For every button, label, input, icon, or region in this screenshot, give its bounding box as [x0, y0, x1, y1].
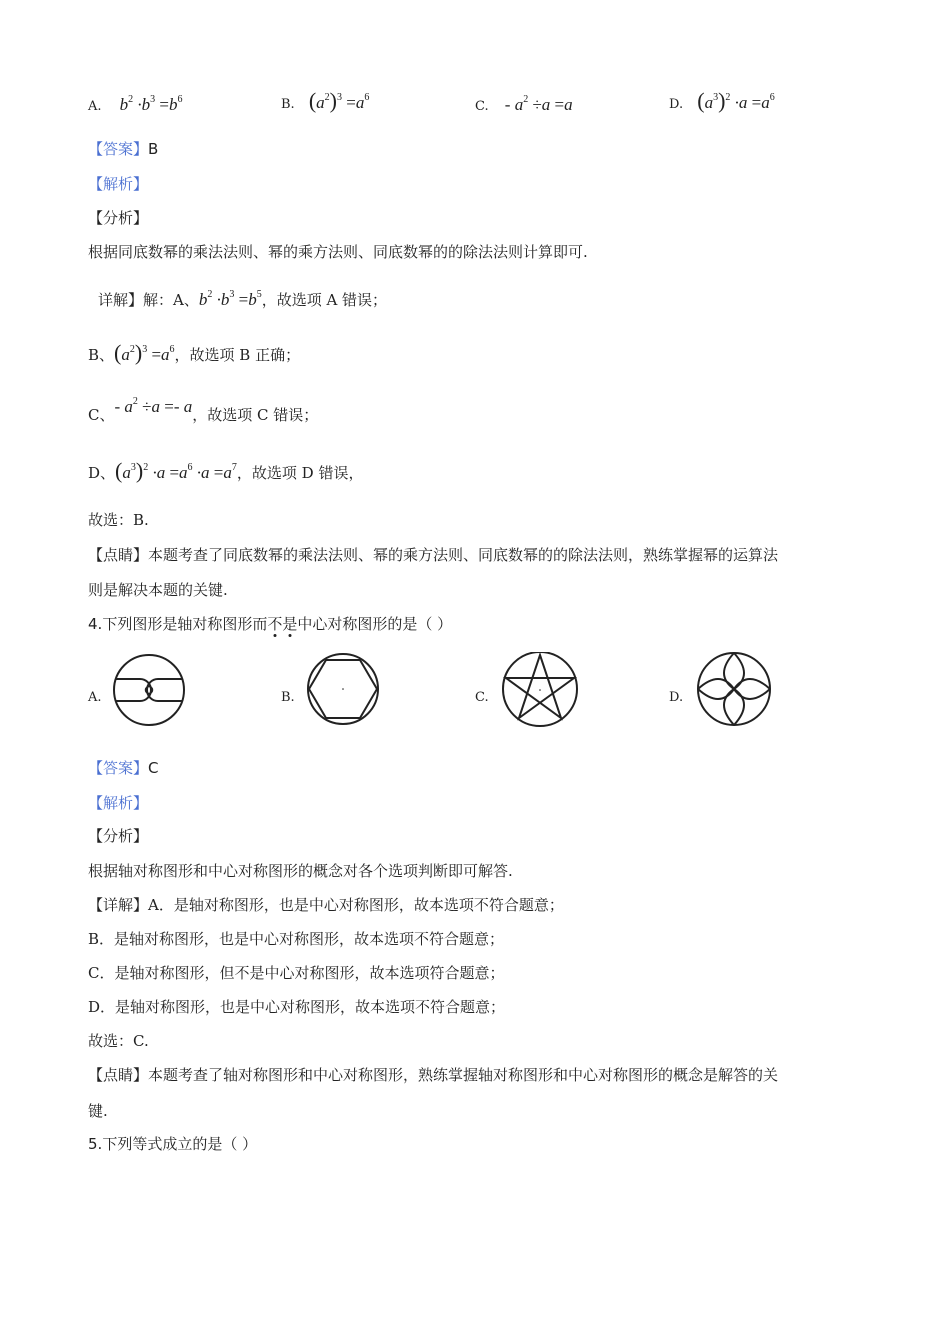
- answer-tag: 【答案】: [88, 759, 149, 777]
- math-expression: - $a^2 \div a =a$: [504, 94, 573, 114]
- q4-choose: 故选：C.: [88, 1032, 149, 1050]
- option-label: D.: [669, 97, 684, 112]
- q4-label-c: C.: [475, 690, 489, 705]
- q3-detail-b: [88, 340, 300, 365]
- figure-d-four-petal-circle: [694, 650, 774, 728]
- q4-detail-line: C．是轴对称图形，但不是中心对称图形，故本选项符合题意；: [88, 964, 505, 982]
- q4-label-b: B.: [281, 690, 295, 705]
- q3-option-c: [475, 94, 573, 115]
- q3-detail-d: [88, 458, 363, 483]
- q3-option-a: [88, 94, 183, 115]
- detail-prefix: D、: [88, 464, 116, 482]
- q3-detail-a: [98, 285, 387, 310]
- q4-stem: [88, 614, 452, 634]
- q3-option-d: [669, 88, 775, 114]
- detail-suffix: ，故选项 B 正确；: [174, 346, 301, 364]
- math-expression: - $a^2 \div a =- a$: [114, 396, 193, 416]
- detail-suffix: ，故选项 C 错误；: [192, 406, 319, 424]
- math-expression: $(a^2)^3 =a^6$: [114, 340, 175, 365]
- math-expression: $(a^2)^3 =a^6$: [308, 88, 370, 113]
- math-expression: $b^2 \cdot b^3 =b^5$: [198, 289, 262, 309]
- q3-analysis-tag: 【解析】: [88, 175, 149, 193]
- q4-detail-line: 【详解】A．是轴对称图形，也是中心对称图形，故本选项不符合题意；: [88, 896, 564, 914]
- emphasis-char: 不: [267, 615, 283, 633]
- q3-choose: 故选：B.: [88, 511, 149, 529]
- option-label: A.: [88, 99, 102, 114]
- q3-detail-c: [88, 396, 319, 425]
- q3-comment-line2: 则是解决本题的关键.: [88, 581, 228, 599]
- q4-fenxi-text: 根据轴对称图形和中心对称图形的概念对各个选项判断即可解答.: [88, 862, 513, 880]
- q4-label-d: D.: [669, 690, 684, 705]
- option-label: C.: [475, 99, 489, 114]
- q4-detail-line: B．是轴对称图形，也是中心对称图形，故本选项不符合题意；: [88, 930, 505, 948]
- math-expression: $b^2 \cdot b^3 =b^6$: [119, 94, 183, 114]
- detail-suffix: ，故选项 A 错误；: [261, 291, 388, 309]
- q3-answer: [88, 139, 158, 159]
- q4-label-a: A.: [88, 690, 102, 705]
- q4-detail-line: D．是轴对称图形，也是中心对称图形，故本选项不符合题意；: [88, 998, 506, 1016]
- question-number: 4.: [88, 615, 103, 633]
- figure-b-hexagon-in-circle: [304, 652, 384, 728]
- detail-suffix: ，故选项 D 错误，: [236, 464, 364, 482]
- q4-comment-line1: 【点睛】本题考查了轴对称图形和中心对称图形，熟练掌握轴对称图形和中心对称图形的概念是解答的关: [88, 1066, 779, 1084]
- stem-text: 中心对称图形的是（ ）: [297, 615, 453, 633]
- q4-analysis-tag: 【解析】: [88, 794, 149, 812]
- answer-value: B: [148, 140, 159, 158]
- question-number: 5.: [88, 1135, 103, 1153]
- q3-fenxi-tag: 【分析】: [88, 209, 149, 227]
- detail-prefix: 详解】解：A、: [98, 291, 199, 309]
- q3-fenxi-text: 根据同底数幂的乘法法则、幂的乘方法则、同底数幂的的除法法则计算即可.: [88, 243, 588, 261]
- emphasis-char: 是: [282, 615, 298, 633]
- detail-prefix: B、: [88, 346, 115, 364]
- q4-fenxi-tag: 【分析】: [88, 827, 149, 845]
- math-expression: $(a^3)^2 \cdot a =a^6$: [697, 88, 775, 113]
- q4-comment-line2: 键.: [88, 1102, 108, 1120]
- option-label: B.: [281, 97, 295, 112]
- figure-c-star-in-circle: [500, 652, 580, 728]
- detail-prefix: C、: [88, 406, 115, 424]
- answer-tag: 【答案】: [88, 140, 149, 158]
- q3-option-b: [281, 88, 369, 114]
- q4-answer: [88, 758, 159, 778]
- q3-comment-line1: 【点睛】本题考查了同底数幂的乘法法则、幂的乘方法则、同底数幂的的除法法则，熟练掌握幂的运算法: [88, 546, 779, 564]
- figure-a-circle-with-slots: [110, 652, 190, 728]
- stem-text: 下列等式成立的是（ ）: [102, 1135, 258, 1153]
- q5-stem: [88, 1134, 257, 1154]
- answer-value: C: [148, 759, 159, 777]
- stem-text: 下列图形是轴对称图形而: [102, 615, 268, 633]
- math-expression: $(a^3)^2 \cdot a =a^6 \cdot a =a^7$: [115, 458, 237, 483]
